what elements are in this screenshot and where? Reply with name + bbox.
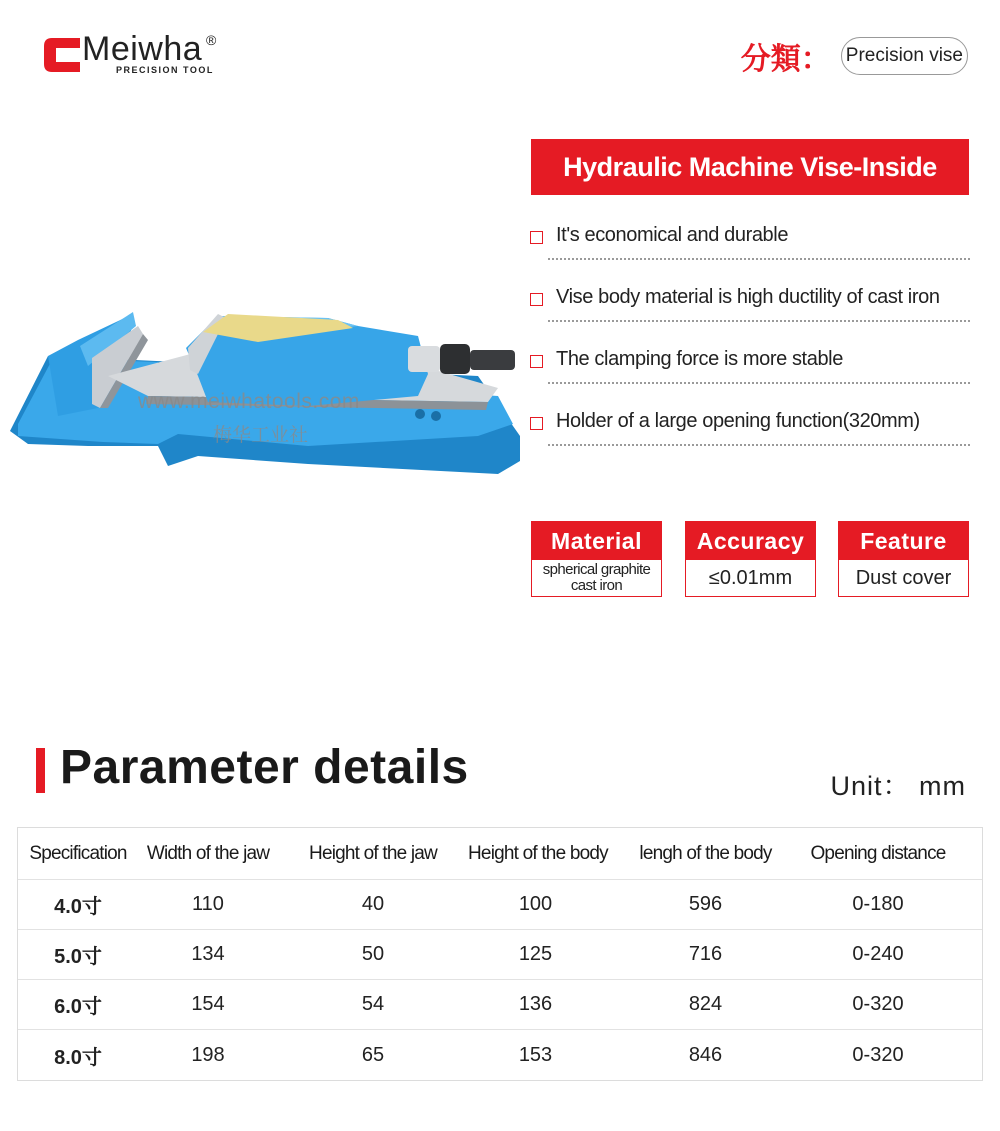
table-cell: 4.0寸 (54, 896, 102, 918)
table-row (18, 1030, 982, 1080)
column-header: Specification (29, 842, 127, 864)
table-cell: 110 (192, 893, 224, 915)
feature-item (530, 278, 970, 340)
accuracy-label: Accuracy (686, 522, 815, 560)
product-title: Hydraulic Machine Vise-Inside (531, 139, 969, 195)
watermark-url: www.meiwhatools.com (138, 390, 360, 413)
feature-text: Vise body material is high ductility of cast iron (556, 286, 940, 308)
dotted-divider (548, 444, 970, 446)
table-cell: 0-320 (852, 993, 904, 1015)
table-cell: 65 (361, 1043, 385, 1066)
logo-mark-icon (42, 36, 82, 74)
table-cell: 40 (361, 893, 385, 915)
material-value: spherical graphite cast iron (542, 561, 651, 594)
feature-label: Feature (839, 522, 968, 560)
feature-card (838, 521, 969, 597)
brand-registered-mark: ® (206, 32, 217, 48)
table-row (18, 980, 982, 1030)
table-cell: 0-320 (852, 1043, 904, 1066)
accuracy-value: ≤0.01mm (708, 566, 793, 589)
table-cell: 0-180 (852, 893, 904, 915)
table-row (18, 930, 982, 980)
dotted-divider (548, 382, 970, 384)
checkbox-square-icon (530, 355, 543, 368)
table-cell: 596 (688, 893, 723, 915)
column-header: Opening distance (810, 842, 946, 864)
column-header: Height of the jaw (309, 842, 437, 864)
dotted-divider (548, 258, 970, 260)
feature-list (530, 216, 970, 464)
column-header: Height of the body (468, 842, 608, 864)
feature-text: Holder of a large opening function(320mm) (556, 410, 920, 432)
table-cell: 846 (688, 1043, 723, 1066)
unit-label: Unit： mm (830, 771, 966, 801)
table-cell: 134 (191, 943, 225, 965)
table-cell: 50 (361, 943, 385, 965)
checkbox-square-icon (530, 293, 543, 306)
feature-value: Dust cover (855, 566, 952, 589)
table-header-row (18, 828, 982, 880)
table-cell: 198 (191, 1043, 225, 1066)
checkbox-square-icon (530, 231, 543, 244)
table-row (18, 880, 982, 930)
table-cell: 125 (518, 943, 553, 965)
brand-tagline: PRECISION TOOL (116, 65, 214, 75)
category-tag[interactable]: Precision vise (841, 37, 968, 75)
table-cell: 0-240 (852, 943, 904, 965)
table-cell: 154 (191, 993, 225, 1015)
accuracy-card (685, 521, 816, 597)
table-cell: 6.0寸 (54, 996, 102, 1018)
table-cell: 153 (518, 1043, 553, 1066)
table-cell: 100 (518, 893, 553, 915)
table-cell: 8.0寸 (54, 1046, 102, 1069)
material-card (531, 521, 662, 597)
table-cell: 54 (361, 993, 385, 1015)
checkbox-square-icon (530, 417, 543, 430)
feature-item (530, 402, 970, 464)
watermark-cn: 梅华工业社 (213, 425, 309, 446)
parameter-table (17, 827, 983, 1081)
category (741, 34, 968, 78)
table-cell: 5.0寸 (54, 946, 102, 968)
material-label: Material (532, 522, 661, 560)
brand-logo (42, 30, 232, 80)
feature-text: The clamping force is more stable (556, 348, 843, 370)
parameter-title: Parameter details (60, 741, 469, 794)
column-header: lengh of the body (639, 842, 772, 864)
feature-text: It's economical and durable (556, 224, 789, 246)
table-cell: 136 (518, 993, 553, 1015)
section-accent-bar (36, 748, 45, 793)
table-cell: 824 (688, 993, 723, 1015)
feature-item (530, 340, 970, 402)
dotted-divider (548, 320, 970, 322)
category-label: 分類： (740, 43, 831, 76)
column-header: Width of the jaw (146, 842, 270, 864)
brand-name: Meiwha (82, 30, 203, 68)
feature-item (530, 216, 970, 278)
table-cell: 716 (688, 943, 723, 965)
